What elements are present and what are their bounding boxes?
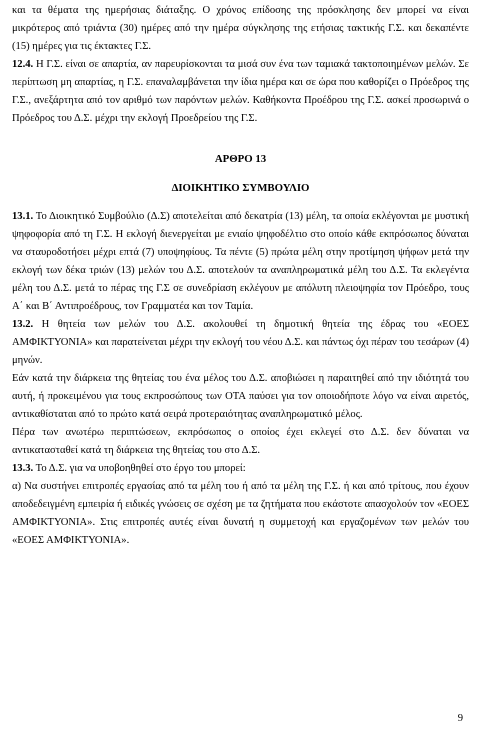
- paragraph-12-4-text: Η Γ.Σ. είναι σε απαρτία, αν παρευρίσκονται τα μισά συν ένα των ταμιακά τακτοποιημένων μελών. Σε περίπτωση μη απαρτίας, η Γ.Σ. επαναλαμβάνεται την ίδια ημέρα και σε ώρα που καθορίζει ο Πρόεδρος της Γ.Σ., ανεξάρτητα από τον αριθμό των παρόντων μελών. Καθήκοντα Προέδρου της Γ.Σ. ασκεί προσωρινά ο Πρόεδρος του Δ.Σ. μέχρι την εκλογή Προεδρείου της Γ.Σ.: [12, 59, 469, 124]
- paragraph-13-3-text: Το Δ.Σ. για να υποβοηθηθεί στο έργο του μπορεί:: [33, 463, 246, 474]
- paragraph-13-1: [12, 208, 469, 316]
- paragraph-13-2-replacement: Εάν κατά την διάρκεια της θητείας του ένα μέλος του Δ.Σ. αποβιώσει η παραιτηθεί από την ιδιότητά του αυτή, ή προκειμένου για τους εκπροσώπους των ΟΤΑ παύσει για τον οποιοδήποτε λόγο να είναι αιρετός, αντικαθίσταται από το πρώτο κατά σειρά προτεραιότητας αναπληρωματικό μέλος.: [12, 373, 469, 420]
- paragraph-12-4-number: 12.4.: [12, 59, 34, 70]
- paragraph-13-3-a: α) Να συστήνει επιτροπές εργασίας από τα μέλη του ή από τα μέλη της Γ.Σ. ή και από τρίτους, που έχουν αποδεδειγμένη εμπειρία ή ειδικές γνώσεις σε σχέση με τα ζητήματα που εκάστοτε απασχολούν τον «ΕΟΕΣ ΑΜΦΙΚΤΥΟΝΙΑ». Στις επιτροπές αυτές είναι δυνατή η συμμετοχή και εργαζομένων των μελών του «ΕΟΕΣ ΑΜΦΙΚΤΥΟΝΙΑ».: [12, 481, 469, 546]
- spacer: [12, 168, 469, 179]
- paragraph-13-2-number: 13.2.: [12, 319, 34, 330]
- spacer: [12, 197, 469, 208]
- page-number: 9: [457, 713, 463, 724]
- paragraph-12-4: [12, 56, 469, 128]
- paragraph-13-2: [12, 316, 469, 370]
- paragraph-13-2-text: Η θητεία των μελών του Δ.Σ. ακολουθεί τη δημοτική θητεία της έδρας του «ΕΟΕΣ ΑΜΦΙΚΤΥΟΝΙΑ» και παρατείνεται μέχρι την εκλογή του νέου Δ.Σ. και πάντως όχι πέραν του τεσάρων (4) μηνών.: [12, 319, 469, 366]
- paragraph-13-3: [12, 460, 469, 478]
- article-title-heading: ΔΙΟΙΚΗΤΙΚΟ ΣΥΜΒΟΥΛΙΟ: [171, 182, 310, 194]
- paragraph-13-2-no-substitution: Πέρα των ανωτέρω περιπτώσεων, εκπρόσωπος ο οποίος έχει εκλεγεί στο Δ.Σ. δεν δύναται να αντικατασταθεί κατά τη διάρκεια της θητείας του στο Δ.Σ.: [12, 427, 469, 456]
- intro-paragraph: και τα θέματα της ημερήσιας διάταξης. Ο χρόνος επίδοσης της πρόσκλησης δεν μπορεί να είναι μικρότερος από τριάντα (30) ημέρες από την ημέρα σύγκλησης της ετήσιας τακτικής Γ.Σ. και δεκαπέντε (15) ημέρες για τις έκτακτες Γ.Σ.: [12, 5, 469, 52]
- paragraph-13-3-number: 13.3.: [12, 463, 34, 474]
- document-page: [12, 2, 469, 550]
- spacer: [12, 128, 469, 150]
- article-number-heading: ΑΡΘΡΟ 13: [214, 153, 267, 165]
- paragraph-13-1-number: 13.1.: [12, 211, 34, 222]
- paragraph-13-1-text: Το Διοικητικό Συμβούλιο (Δ.Σ) αποτελείται από δεκατρία (13) μέλη, τα οποία εκλέγονται με μυστική ψηφοφορία από τη Γ.Σ. Η εκλογή διενεργείται με ενιαίο ψηφοδέλτιο στο οποίο κάθε εκπρόσωπος δύναται να σταυροδοτήσει μέχρι επτά (7) υποψηφίους. Τα πέντε (5) πρώτα μέλη στην προτίμηση ψήφων μετά την εκλογή των δέκα τριών (13) μελών του Δ.Σ. αποτελούν τα αναπληρωματικά μέλη του Δ.Σ. Τα εκλεγέντα μέλη του Δ.Σ. μετά το πέρας της Γ.Σ σε συνεδρίαση εκλέγουν με απόλυτη πλειοψηφία τον Πρόεδρο, τους Α΄ και Β΄ Αντιπροέδρους, τον Γραμματέα και τον Ταμία.: [12, 211, 469, 312]
